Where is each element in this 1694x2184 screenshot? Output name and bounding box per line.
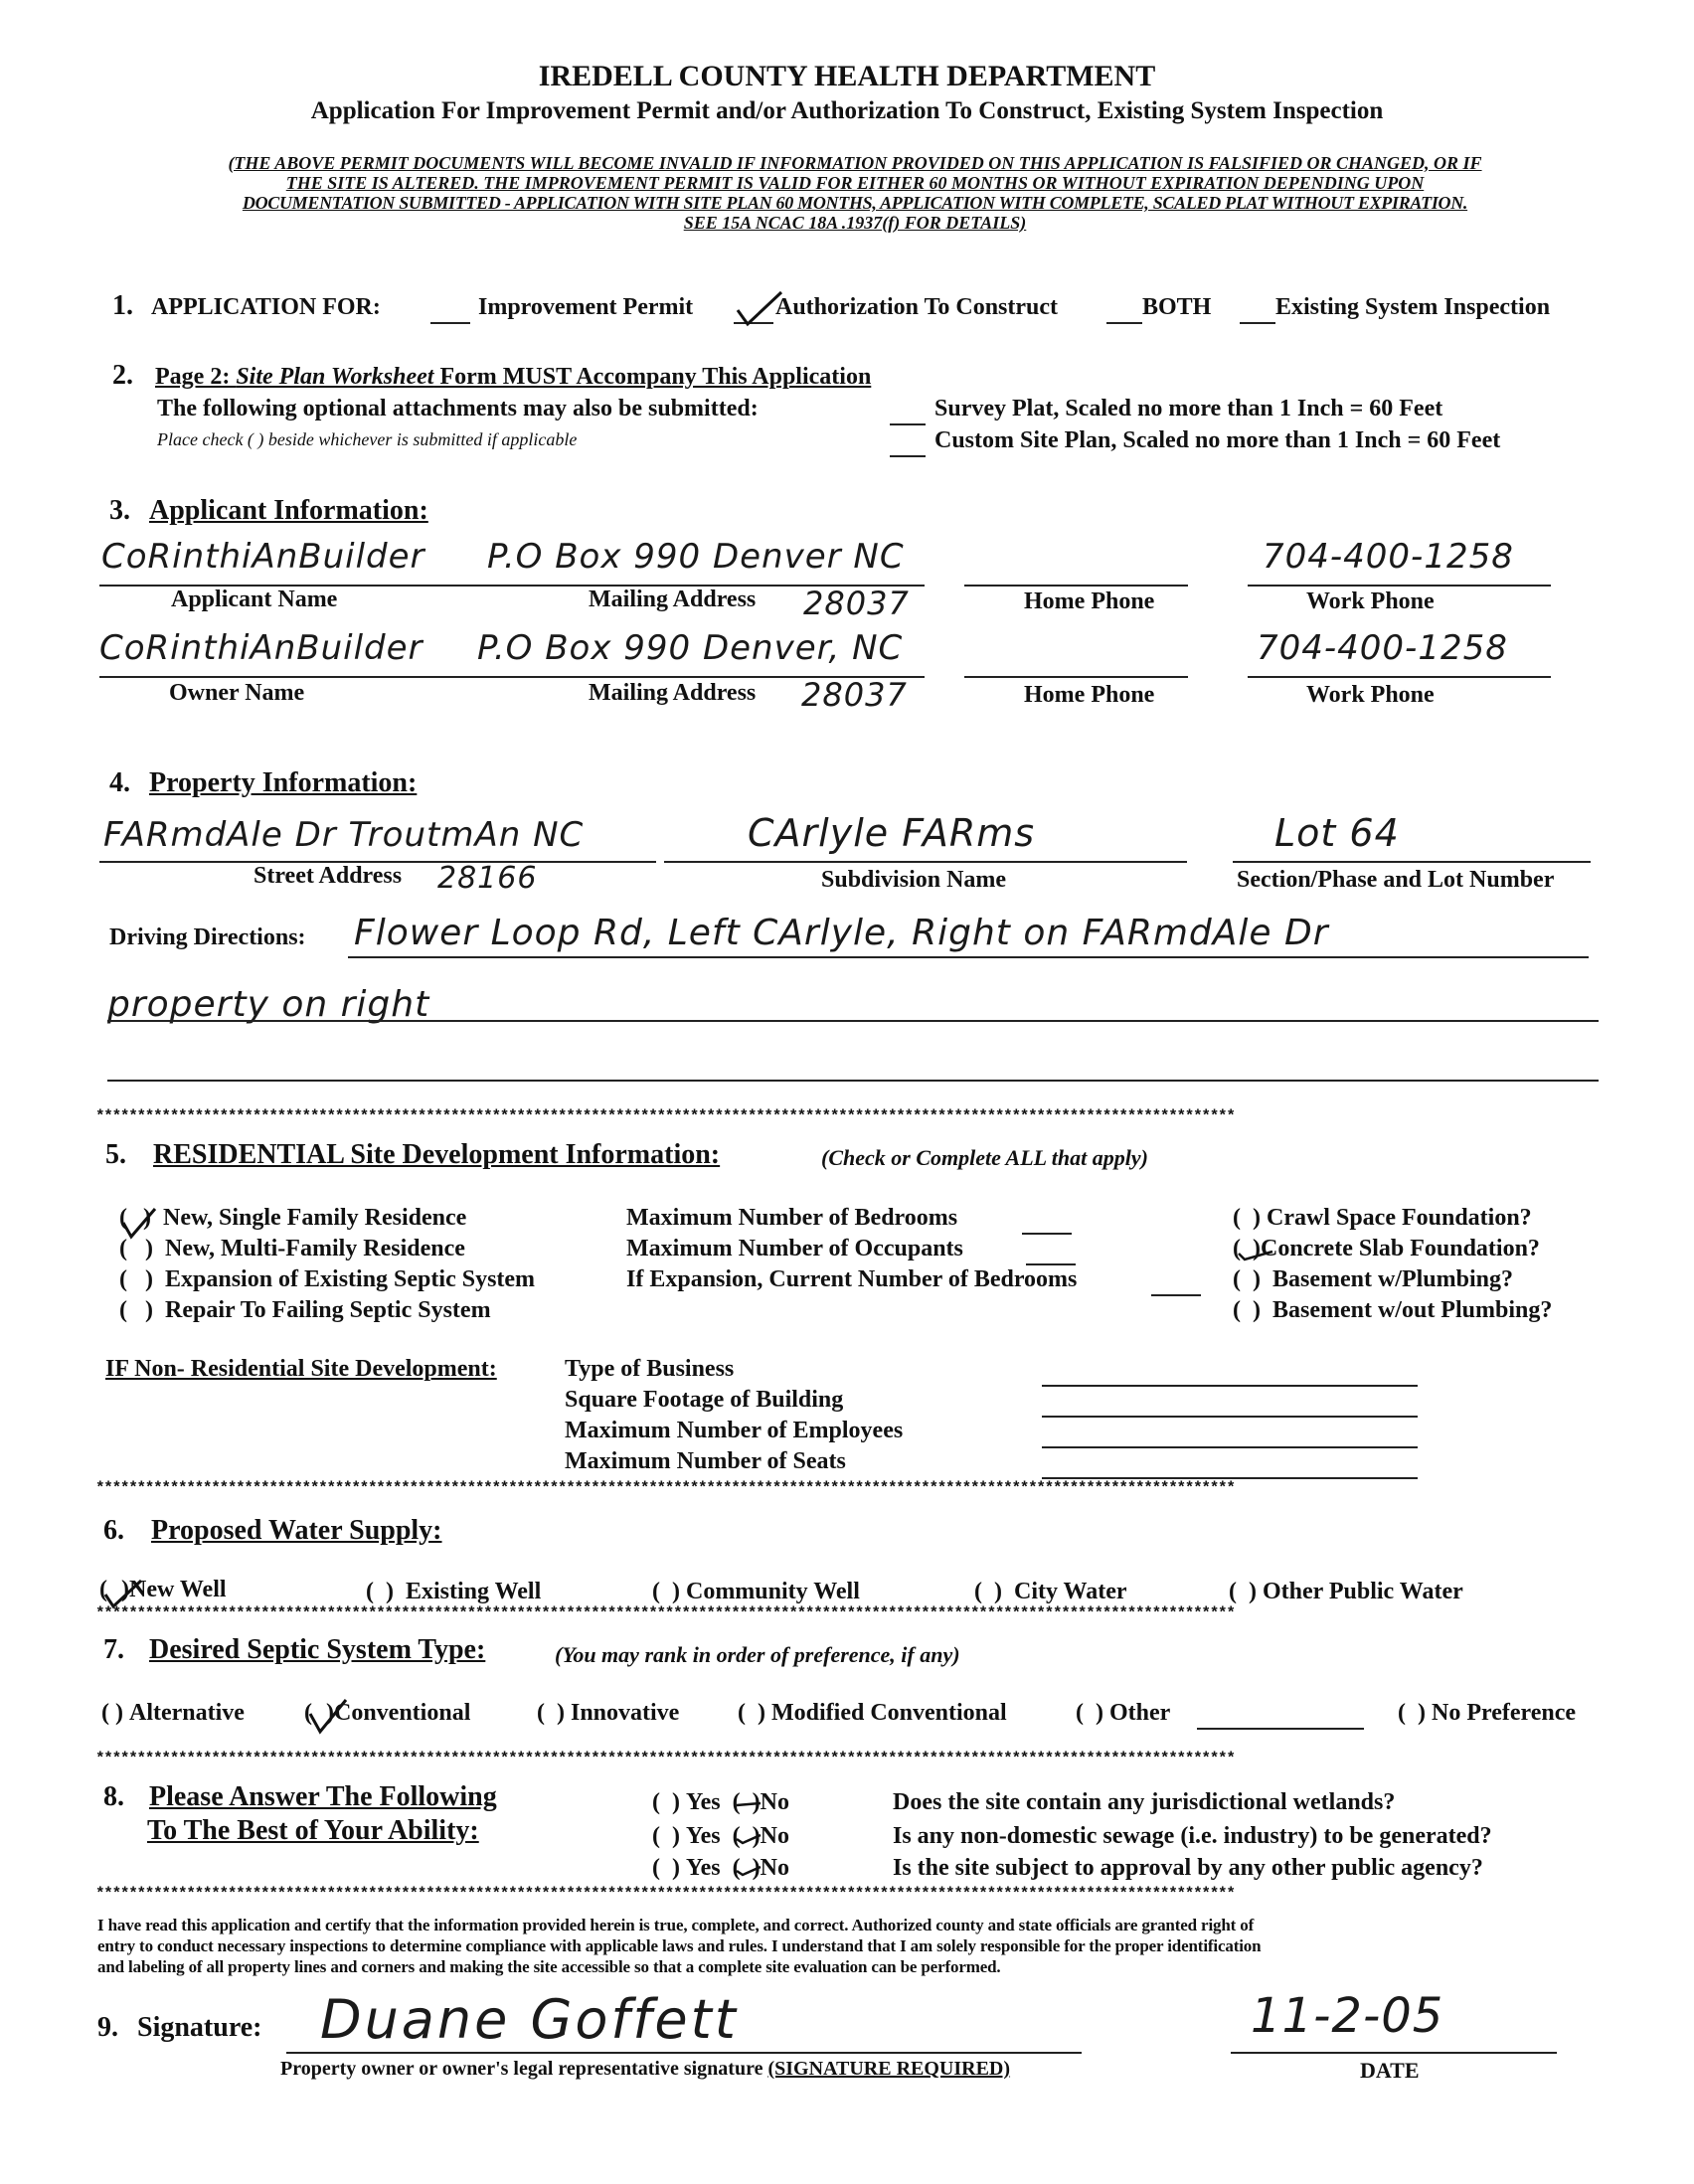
no-label: No: [760, 1855, 789, 1881]
yes-label: Yes: [685, 1855, 721, 1881]
check-mark-icon: [735, 1861, 764, 1879]
option-label: Modified Conventional: [770, 1700, 1007, 1726]
improvement-permit-option: Improvement Permit: [478, 294, 694, 320]
both-blank[interactable]: [1106, 322, 1142, 324]
max-bedrooms-label: Maximum Number of Bedrooms: [626, 1205, 958, 1231]
check-mark-icon: [735, 1829, 764, 1847]
disclaimer-line: (THE ABOVE PERMIT DOCUMENTS WILL BECOME INVALID IF INFORMATION PROVIDED ON THIS APPLICATION IS FALSIFIED OR CHANGED, OR IF: [228, 153, 1482, 173]
type-of-business-blank[interactable]: [1042, 1385, 1418, 1387]
option-label: Basement w/out Plumbing?: [1271, 1297, 1553, 1323]
option-label: Other: [1108, 1700, 1171, 1726]
subdivision-line: [664, 861, 1187, 863]
street-address-value[interactable]: FARmdAle Dr TroutmAn NC: [103, 815, 585, 855]
option-label: Alternative: [128, 1700, 245, 1726]
square-footage-label: Square Footage of Building: [565, 1387, 844, 1413]
driving-directions-line2-value[interactable]: property on right: [107, 984, 430, 1025]
owner-name-label: Owner Name: [169, 680, 305, 706]
yes-label: Yes: [685, 1823, 721, 1849]
applicant-info-title: Applicant Information:: [149, 495, 428, 526]
nonresidential-label: IF Non- Residential Site Development:: [105, 1356, 497, 1382]
check-mark-icon: [735, 1795, 764, 1813]
residential-option-4[interactable]: ( ) Repair To Failing Septic System: [119, 1297, 491, 1323]
disclaimer-line: THE SITE IS ALTERED. THE IMPROVEMENT PERMIT IS VALID FOR EITHER 60 MONTHS OR WITHOUT EXPIRATION DEPENDING UPON: [285, 173, 1425, 193]
section-5-number: 5.: [105, 1139, 126, 1170]
signature-line: [286, 2052, 1082, 2054]
septic-option-conventional[interactable]: ( )Conventional: [304, 1700, 470, 1727]
separator-stars: ******************************************************************************************************************************************: [95, 1479, 1235, 1497]
optional-attachments-text: The following optional attachments may also be submitted:: [157, 396, 759, 421]
form-title: IREDELL COUNTY HEALTH DEPARTMENT: [538, 60, 1156, 92]
max-bedrooms-blank[interactable]: [1022, 1233, 1072, 1235]
option-label: No Preference: [1431, 1700, 1577, 1726]
wetlands-question: Does the site contain any jurisdictional wetlands?: [893, 1789, 1396, 1815]
septic-option-innovative[interactable]: ( ) Innovative: [537, 1700, 680, 1726]
lot-line: [1233, 861, 1591, 863]
option-label: Innovative: [570, 1700, 680, 1726]
owner-work-phone-label: Work Phone: [1306, 682, 1435, 708]
residential-option-1[interactable]: ( ) New, Single Family Residence: [119, 1205, 466, 1232]
option-label: New Well: [129, 1577, 227, 1602]
owner-work-phone-line: [1248, 676, 1551, 678]
owner-name-address-line: [99, 676, 925, 678]
option-label: Repair To Failing Septic System: [164, 1297, 491, 1323]
section-2-number: 2.: [112, 360, 133, 391]
option-label: Expansion of Existing Septic System: [164, 1266, 536, 1292]
certification-line: entry to conduct necessary inspections to determine compliance with applicable laws and rules. I understand that I am solely responsible for the proper identification: [97, 1936, 1262, 1955]
foundation-option-1[interactable]: ( ) Crawl Space Foundation?: [1233, 1205, 1532, 1231]
septic-option-modified-conventional[interactable]: ( ) Modified Conventional: [738, 1700, 1007, 1726]
max-employees-blank[interactable]: [1042, 1446, 1418, 1448]
section-9-number: 9.: [97, 2012, 118, 2043]
foundation-option-2[interactable]: ( )Concrete Slab Foundation?: [1233, 1236, 1540, 1261]
section-6-number: 6.: [103, 1515, 124, 1546]
driving-directions-line-3: [107, 1080, 1599, 1082]
section-1-number: 1.: [112, 290, 133, 321]
driving-directions-line-2: [107, 1020, 1599, 1022]
section-4-number: 4.: [109, 767, 130, 798]
option-label: Basement w/Plumbing?: [1271, 1266, 1513, 1292]
check-mark-icon: [1237, 1242, 1276, 1263]
no-label: No: [760, 1823, 789, 1849]
certification-line: and labeling of all property lines and corners and making the site accessible so that a complete site evaluation can be performed.: [97, 1957, 1001, 1976]
disclaimer-line: DOCUMENTATION SUBMITTED - APPLICATION WITH SITE PLAN 60 MONTHS, APPLICATION WITH COMPLETE, SCALED PLAT WITHOUT EXPIRATION.: [242, 193, 1468, 213]
checkbox[interactable]: (: [119, 1205, 127, 1231]
applicant-address-value[interactable]: P.O Box 990 Denver NC: [487, 537, 905, 577]
water-option-other-public[interactable]: ( ) Other Public Water: [1229, 1579, 1463, 1604]
disclaimer: [89, 153, 1620, 233]
septic-other-blank[interactable]: [1197, 1728, 1364, 1730]
applicant-work-phone-value[interactable]: 704-400-1258: [1263, 537, 1514, 577]
custom-site-plan-option: Custom Site Plan, Scaled no more than 1 Inch = 60 Feet: [934, 427, 1501, 453]
owner-work-phone-value[interactable]: 704-400-1258: [1257, 628, 1508, 668]
driving-directions-line-1: [348, 956, 1589, 958]
max-occupants-label: Maximum Number of Occupants: [626, 1236, 963, 1261]
disclaimer-line: SEE 15A NCAC 18A .1937(f) FOR DETAILS): [683, 213, 1027, 233]
option-label: Crawl Space Foundation?: [1266, 1205, 1532, 1231]
existing-inspection-option: Existing System Inspection: [1275, 294, 1551, 320]
date-label: DATE: [1360, 2058, 1420, 2083]
signature-label: Signature:: [137, 2012, 262, 2043]
septic-option-alternative[interactable]: ( ) Alternative: [101, 1700, 245, 1726]
applicant-work-phone-line: [1248, 585, 1551, 587]
home-phone-label: Home Phone: [1024, 588, 1155, 614]
applicant-home-phone-line: [964, 585, 1188, 587]
option-label: Conventional: [334, 1700, 471, 1726]
owner-home-phone-label: Home Phone: [1024, 682, 1155, 708]
sewage-question: Is any non-domestic sewage (i.e. industry) to be generated?: [893, 1823, 1492, 1849]
yes-label: Yes: [685, 1789, 721, 1815]
water-option-city-water[interactable]: ( ) City Water: [974, 1579, 1127, 1604]
water-option-existing-well[interactable]: ( ) Existing Well: [366, 1579, 542, 1604]
q3-answer[interactable]: ( ) Yes ( )No: [652, 1855, 789, 1881]
signature-caption: Property owner or owner's legal representative signature (SIGNATURE REQUIRED): [280, 2058, 1011, 2080]
no-label: No: [760, 1789, 789, 1815]
section-8-number: 8.: [103, 1781, 124, 1812]
option-label: City Water: [1013, 1579, 1127, 1604]
owner-home-phone-line: [964, 676, 1188, 678]
option-label: Other Public Water: [1262, 1579, 1463, 1604]
q1-answer[interactable]: ( ) Yes ( )No: [652, 1789, 789, 1815]
applicant-zip-value[interactable]: 28037: [803, 585, 910, 622]
applicant-name-value[interactable]: CoRinthiAnBuilder: [101, 537, 425, 577]
option-label: New, Multi-Family Residence: [164, 1236, 465, 1261]
water-supply-title: Proposed Water Supply:: [151, 1515, 442, 1546]
owner-zip-value[interactable]: 28037: [801, 676, 908, 714]
subdivision-label: Subdivision Name: [821, 867, 1007, 893]
option-label: New, Single Family Residence: [163, 1205, 467, 1231]
application-for-label: APPLICATION FOR:: [151, 294, 381, 320]
improvement-permit-blank[interactable]: [430, 322, 470, 324]
survey-plat-blank[interactable]: [890, 423, 926, 425]
separator-stars: ******************************************************************************************************************************************: [95, 1107, 1235, 1125]
septic-type-note: (You may rank in order of preference, if any): [555, 1642, 960, 1667]
septic-option-other[interactable]: ( ) Other: [1076, 1700, 1171, 1726]
owner-name-value[interactable]: CoRinthiAnBuilder: [99, 628, 424, 668]
site-plan-requirement: Page 2: Site Plan Worksheet Form MUST Accompany This Application: [155, 364, 872, 390]
agency-question: Is the site subject to approval by any other public agency?: [893, 1855, 1483, 1881]
best-ability-title: To The Best of Your Ability:: [147, 1815, 479, 1846]
q2-answer[interactable]: ( ) Yes ( )No: [652, 1823, 789, 1849]
street-address-label: Street Address: [254, 863, 403, 889]
septic-type-title: Desired Septic System Type:: [149, 1634, 486, 1665]
section-7-number: 7.: [103, 1634, 124, 1665]
residential-option-3[interactable]: ( ) Expansion of Existing Septic System: [119, 1266, 536, 1292]
driving-directions-line1-value[interactable]: Flower Loop Rd, Left CArlyle, Right on FARmdAle Dr: [354, 913, 1329, 953]
property-info-title: Property Information:: [149, 767, 418, 798]
current-bedrooms-blank[interactable]: [1151, 1294, 1201, 1296]
form-subtitle: Application For Improvement Permit and/or Authorization To Construct, Existing System Inspection: [310, 97, 1384, 124]
separator-stars: ******************************************************************************************************************************************: [95, 1604, 1235, 1622]
separator-stars: ******************************************************************************************************************************************: [95, 1885, 1235, 1903]
subdivision-value[interactable]: CArlyle FARms: [748, 811, 1036, 855]
both-option: BOTH: [1142, 294, 1212, 320]
residential-note: (Check or Complete ALL that apply): [821, 1145, 1148, 1170]
answer-following-title: Please Answer The Following: [149, 1781, 497, 1812]
option-label: Community Well: [685, 1579, 860, 1604]
option-label: Concrete Slab Foundation?: [1261, 1236, 1540, 1261]
lot-label: Section/Phase and Lot Number: [1237, 867, 1555, 893]
lot-value[interactable]: Lot 64: [1274, 811, 1400, 855]
date-line: [1231, 2052, 1557, 2054]
mailing-address-label: Mailing Address: [589, 587, 757, 612]
max-employees-label: Maximum Number of Employees: [565, 1418, 904, 1443]
place-check-text: Place check ( ) beside whichever is submitted if applicable: [157, 429, 578, 449]
septic-option-no-preference[interactable]: ( ) No Preference: [1398, 1700, 1577, 1726]
max-occupants-blank[interactable]: [1026, 1263, 1076, 1265]
date-value[interactable]: 11-2-05: [1251, 1988, 1444, 2044]
foundation-option-3[interactable]: ( ) Basement w/Plumbing?: [1233, 1266, 1513, 1292]
signature-value[interactable]: Duane Goffett: [320, 1988, 739, 2051]
work-phone-label: Work Phone: [1306, 588, 1435, 614]
street-zip-value[interactable]: 28166: [437, 861, 538, 896]
driving-directions-label: Driving Directions:: [109, 924, 306, 950]
custom-site-plan-blank[interactable]: [890, 455, 926, 457]
applicant-name-label: Applicant Name: [171, 587, 338, 612]
authorization-option: Authorization To Construct: [775, 294, 1059, 320]
survey-plat-option: Survey Plat, Scaled no more than 1 Inch = 60 Feet: [934, 396, 1443, 421]
owner-mailing-address-label: Mailing Address: [589, 680, 757, 706]
residential-title: RESIDENTIAL Site Development Information:: [153, 1139, 721, 1170]
certification-text: [97, 1915, 1628, 1977]
separator-stars: ******************************************************************************************************************************************: [95, 1750, 1235, 1767]
option-label: Existing Well: [405, 1579, 542, 1604]
current-bedrooms-label: If Expansion, Current Number of Bedrooms: [626, 1266, 1078, 1292]
type-of-business-label: Type of Business: [565, 1356, 735, 1382]
owner-address-value[interactable]: P.O Box 990 Denver, NC: [477, 628, 904, 668]
max-seats-label: Maximum Number of Seats: [565, 1448, 846, 1474]
check-mark-icon: [306, 1698, 350, 1736]
existing-inspection-blank[interactable]: [1240, 322, 1275, 324]
foundation-option-4[interactable]: ( ) Basement w/out Plumbing?: [1233, 1297, 1553, 1323]
water-option-new-well[interactable]: ( )New Well: [99, 1577, 227, 1603]
square-footage-blank[interactable]: [1042, 1416, 1418, 1418]
certification-line: I have read this application and certify that the information provided herein is true, complete, and correct. Authorized county and state officials are granted right of: [97, 1916, 1255, 1934]
water-option-community-well[interactable]: ( ) Community Well: [652, 1579, 860, 1604]
residential-option-2[interactable]: ( ) New, Multi-Family Residence: [119, 1236, 465, 1261]
section-3-number: 3.: [109, 495, 130, 526]
